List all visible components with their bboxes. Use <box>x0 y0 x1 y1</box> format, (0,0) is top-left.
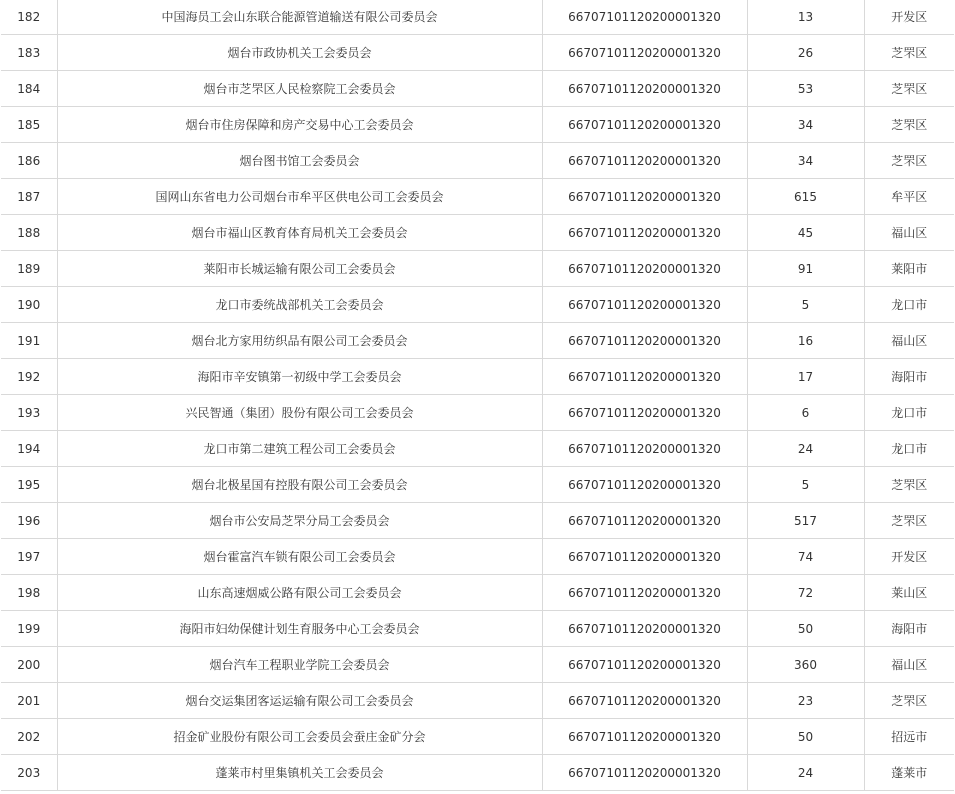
code-cell: 66707101120200001320 <box>542 611 747 647</box>
union-name-cell: 山东高速烟威公路有限公司工会委员会 <box>57 575 542 611</box>
table-row <box>1 179 954 215</box>
table-row <box>1 0 954 35</box>
union-name-cell: 烟台图书馆工会委员会 <box>57 143 542 179</box>
code-cell: 66707101120200001320 <box>542 143 747 179</box>
table-row <box>1 359 954 395</box>
table-body <box>1 0 954 791</box>
member-count-cell: 17 <box>747 359 864 395</box>
table-row <box>1 215 954 251</box>
row-index-cell: 191 <box>1 323 57 359</box>
district-cell: 芝罘区 <box>864 143 954 179</box>
row-index-cell: 197 <box>1 539 57 575</box>
table-row <box>1 683 954 719</box>
union-name-cell: 龙口市委统战部机关工会委员会 <box>57 287 542 323</box>
table-row <box>1 539 954 575</box>
member-count-cell: 13 <box>747 0 864 35</box>
member-count-cell: 5 <box>747 287 864 323</box>
member-count-cell: 23 <box>747 683 864 719</box>
union-name-cell: 烟台市政协机关工会委员会 <box>57 35 542 71</box>
member-count-cell: 24 <box>747 431 864 467</box>
district-cell: 龙口市 <box>864 395 954 431</box>
row-index-cell: 195 <box>1 467 57 503</box>
code-cell: 66707101120200001320 <box>542 539 747 575</box>
union-name-cell: 烟台市福山区教育体育局机关工会委员会 <box>57 215 542 251</box>
union-name-cell: 烟台交运集团客运运输有限公司工会委员会 <box>57 683 542 719</box>
code-cell: 66707101120200001320 <box>542 647 747 683</box>
row-index-cell: 193 <box>1 395 57 431</box>
code-cell: 66707101120200001320 <box>542 35 747 71</box>
union-name-cell: 烟台市住房保障和房产交易中心工会委员会 <box>57 107 542 143</box>
union-name-cell: 烟台北极星国有控股有限公司工会委员会 <box>57 467 542 503</box>
code-cell: 66707101120200001320 <box>542 503 747 539</box>
table-row <box>1 431 954 467</box>
member-count-cell: 53 <box>747 71 864 107</box>
member-count-cell: 50 <box>747 719 864 755</box>
table-row <box>1 35 954 71</box>
row-index-cell: 194 <box>1 431 57 467</box>
union-name-cell: 烟台汽车工程职业学院工会委员会 <box>57 647 542 683</box>
district-cell: 芝罘区 <box>864 503 954 539</box>
district-cell: 福山区 <box>864 647 954 683</box>
table-row <box>1 323 954 359</box>
member-count-cell: 16 <box>747 323 864 359</box>
row-index-cell: 192 <box>1 359 57 395</box>
code-cell: 66707101120200001320 <box>542 179 747 215</box>
union-name-cell: 海阳市辛安镇第一初级中学工会委员会 <box>57 359 542 395</box>
union-name-cell: 中国海员工会山东联合能源管道输送有限公司委员会 <box>57 0 542 35</box>
row-index-cell: 198 <box>1 575 57 611</box>
member-count-cell: 26 <box>747 35 864 71</box>
table-row <box>1 251 954 287</box>
district-cell: 芝罘区 <box>864 107 954 143</box>
union-name-cell: 烟台市芝罘区人民检察院工会委员会 <box>57 71 542 107</box>
member-count-cell: 50 <box>747 611 864 647</box>
district-cell: 莱阳市 <box>864 251 954 287</box>
member-count-cell: 517 <box>747 503 864 539</box>
member-count-cell: 72 <box>747 575 864 611</box>
code-cell: 66707101120200001320 <box>542 0 747 35</box>
code-cell: 66707101120200001320 <box>542 359 747 395</box>
code-cell: 66707101120200001320 <box>542 575 747 611</box>
union-name-cell: 烟台霍富汽车锁有限公司工会委员会 <box>57 539 542 575</box>
union-name-cell: 蓬莱市村里集镇机关工会委员会 <box>57 755 542 791</box>
member-count-cell: 34 <box>747 143 864 179</box>
code-cell: 66707101120200001320 <box>542 719 747 755</box>
code-cell: 66707101120200001320 <box>542 683 747 719</box>
member-count-cell: 5 <box>747 467 864 503</box>
table-row <box>1 575 954 611</box>
row-index-cell: 186 <box>1 143 57 179</box>
union-name-cell: 烟台北方家用纺织品有限公司工会委员会 <box>57 323 542 359</box>
row-index-cell: 188 <box>1 215 57 251</box>
member-count-cell: 45 <box>747 215 864 251</box>
district-cell: 龙口市 <box>864 431 954 467</box>
row-index-cell: 187 <box>1 179 57 215</box>
member-count-cell: 615 <box>747 179 864 215</box>
table-row <box>1 107 954 143</box>
union-name-cell: 兴民智通（集团）股份有限公司工会委员会 <box>57 395 542 431</box>
table-row <box>1 755 954 791</box>
district-cell: 芝罘区 <box>864 71 954 107</box>
row-index-cell: 189 <box>1 251 57 287</box>
district-cell: 蓬莱市 <box>864 755 954 791</box>
row-index-cell: 203 <box>1 755 57 791</box>
code-cell: 66707101120200001320 <box>542 71 747 107</box>
member-count-cell: 6 <box>747 395 864 431</box>
row-index-cell: 202 <box>1 719 57 755</box>
row-index-cell: 183 <box>1 35 57 71</box>
row-index-cell: 184 <box>1 71 57 107</box>
union-name-cell: 国网山东省电力公司烟台市牟平区供电公司工会委员会 <box>57 179 542 215</box>
code-cell: 66707101120200001320 <box>542 395 747 431</box>
row-index-cell: 185 <box>1 107 57 143</box>
table-row <box>1 287 954 323</box>
district-cell: 海阳市 <box>864 611 954 647</box>
row-index-cell: 196 <box>1 503 57 539</box>
district-cell: 开发区 <box>864 0 954 35</box>
union-name-cell: 招金矿业股份有限公司工会委员会蚕庄金矿分会 <box>57 719 542 755</box>
table-row <box>1 395 954 431</box>
district-cell: 福山区 <box>864 323 954 359</box>
district-cell: 莱山区 <box>864 575 954 611</box>
table-row <box>1 467 954 503</box>
union-name-cell: 海阳市妇幼保健计划生育服务中心工会委员会 <box>57 611 542 647</box>
union-name-cell: 烟台市公安局芝罘分局工会委员会 <box>57 503 542 539</box>
district-cell: 龙口市 <box>864 287 954 323</box>
district-cell: 开发区 <box>864 539 954 575</box>
member-count-cell: 360 <box>747 647 864 683</box>
row-index-cell: 200 <box>1 647 57 683</box>
code-cell: 66707101120200001320 <box>542 467 747 503</box>
row-index-cell: 190 <box>1 287 57 323</box>
district-cell: 芝罘区 <box>864 683 954 719</box>
code-cell: 66707101120200001320 <box>542 215 747 251</box>
code-cell: 66707101120200001320 <box>542 287 747 323</box>
code-cell: 66707101120200001320 <box>542 107 747 143</box>
row-index-cell: 182 <box>1 0 57 35</box>
district-cell: 芝罘区 <box>864 467 954 503</box>
row-index-cell: 201 <box>1 683 57 719</box>
code-cell: 66707101120200001320 <box>542 323 747 359</box>
code-cell: 66707101120200001320 <box>542 755 747 791</box>
code-cell: 66707101120200001320 <box>542 251 747 287</box>
code-cell: 66707101120200001320 <box>542 431 747 467</box>
table-row <box>1 71 954 107</box>
district-cell: 福山区 <box>864 215 954 251</box>
table-row <box>1 719 954 755</box>
table-row <box>1 503 954 539</box>
table-row <box>1 647 954 683</box>
member-count-cell: 91 <box>747 251 864 287</box>
member-count-cell: 24 <box>747 755 864 791</box>
district-cell: 招远市 <box>864 719 954 755</box>
district-cell: 芝罘区 <box>864 35 954 71</box>
table-row <box>1 143 954 179</box>
member-count-cell: 34 <box>747 107 864 143</box>
union-name-cell: 龙口市第二建筑工程公司工会委员会 <box>57 431 542 467</box>
union-name-cell: 莱阳市长城运输有限公司工会委员会 <box>57 251 542 287</box>
member-count-cell: 74 <box>747 539 864 575</box>
district-cell: 牟平区 <box>864 179 954 215</box>
union-table <box>1 0 954 791</box>
table-row <box>1 611 954 647</box>
district-cell: 海阳市 <box>864 359 954 395</box>
row-index-cell: 199 <box>1 611 57 647</box>
